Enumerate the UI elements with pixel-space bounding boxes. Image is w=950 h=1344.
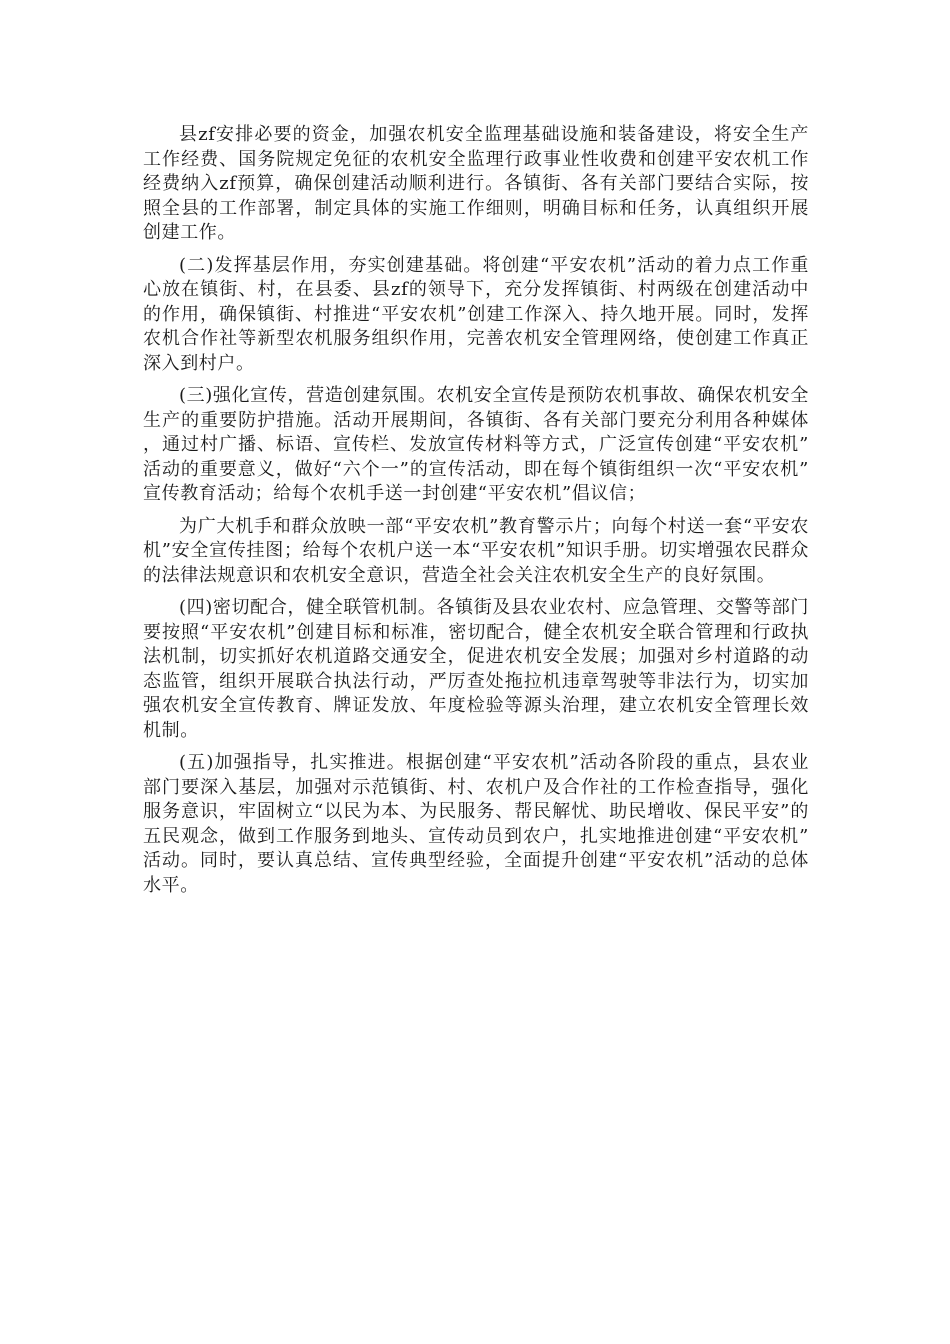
paragraph-publicity-continued: 为广大机手和群众放映一部“平安农机”教育警示片；向每个村送一套“平安农机”安全宣传挂图；给每个农机户送一本“平安农机”知识手册。切实增强农民群众的法律法规意识和农机安全意识，营造全社会关注农机安全生产的良好氛围。 xyxy=(143,515,809,586)
document-body xyxy=(143,123,809,906)
paragraph-grassroots: (二)发挥基层作用，夯实创建基础。将创建“平安农机”活动的着力点工作重心放在镇街、村，在县委、县zf的领导下，充分发挥镇街、村两级在创建活动中的作用，确保镇街、村推进“平安农机”创建工作深入、持久地开展。同时，发挥农机合作社等新型农机服务组织作用，完善农机安全管理网络，使创建工作真正深入到村户。 xyxy=(143,254,809,374)
paragraph-funding: 县zf安排必要的资金，加强农机安全监理基础设施和装备建设，将安全生产工作经费、国务院规定免征的农机安全监理行政事业性收费和创建平安农机工作经费纳入zf预算，确保创建活动顺利进行。各镇街、各有关部门要结合实际，按照全县的工作部署，制定具体的实施工作细则，明确目标和任务，认真组织开展创建工作。 xyxy=(143,124,809,243)
paragraph-cooperation: (四)密切配合，健全联管机制。各镇街及县农业农村、应急管理、交警等部门要按照“平安农机”创建目标和标准，密切配合，健全农机安全联合管理和行政执法机制，切实抓好农机道路交通安全，促进农机安全发展；加强对乡村道路的动态监管，组织开展联合执法行动，严厉查处拖拉机违章驾驶等非法行为，切实加强农机安全宣传教育、牌证发放、年度检验等源头治理，建立农机安全管理长效机制。 xyxy=(143,597,809,741)
paragraph-guidance: (五)加强指导，扎实推进。根据创建“平安农机”活动各阶段的重点，县农业部门要深入基层，加强对示范镇街、村、农机户及合作社的工作检查指导，强化服务意识，牢固树立“以民为本、为民服务、帮民解忧、助民增收、保民平安”的五民观念，做到工作服务到地头、宣传动员到农户，扎实地推进创建“平安农机”活动。同时，要认真总结、宣传典型经验，全面提升创建“平安农机”活动的总体水平。 xyxy=(143,752,809,896)
paragraph-publicity: (三)强化宣传，营造创建氛围。农机安全宣传是预防农机事故、确保农机安全生产的重要防护措施。活动开展期间，各镇街、各有关部门要充分利用各种媒体，通过村广播、标语、宣传栏、发放宣传材料等方式，广泛宣传创建“平安农机”活动的重要意义，做好“六个一”的宣传活动，即在每个镇街组织一次“平安农机”宣传教育活动；给每个农机手送一封创建“平安农机”倡议信； xyxy=(143,385,809,504)
